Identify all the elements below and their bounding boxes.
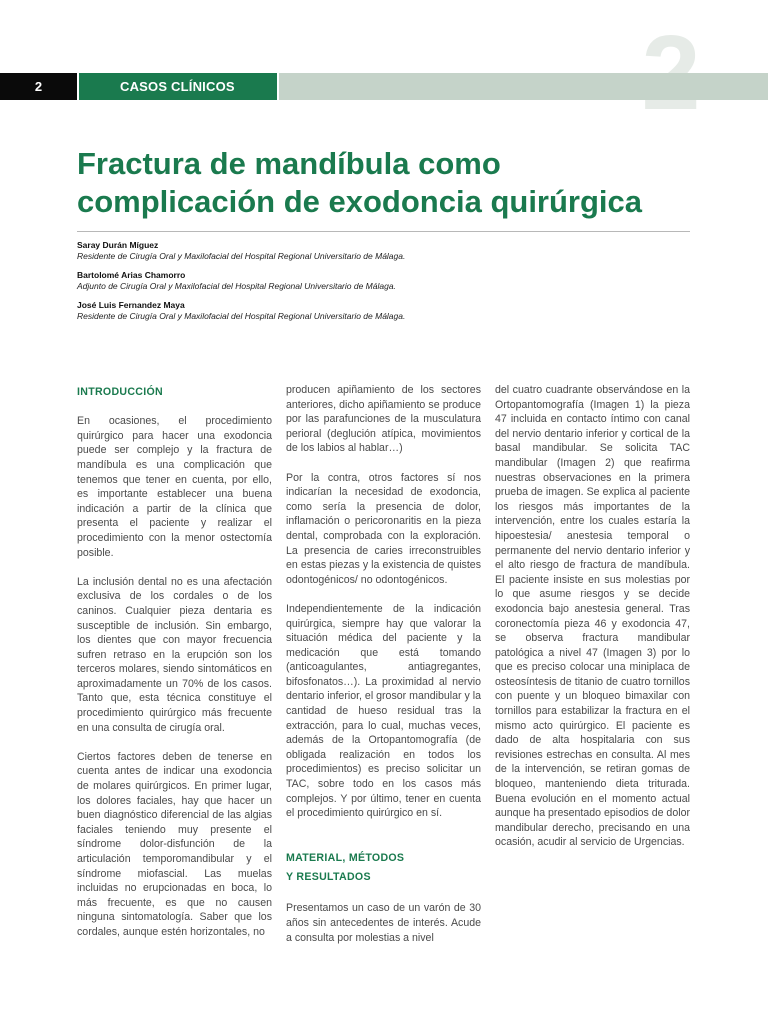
section-label: CASOS CLÍNICOS	[79, 73, 277, 100]
header-fill	[279, 73, 768, 100]
author-entry	[77, 300, 697, 322]
author-affiliation: Residente de Cirugía Oral y Maxilofacial del Hospital Regional Universitario de Málaga.	[77, 251, 406, 261]
paragraph: Presentamos un caso de un varón de 30 años sin antecedentes de interés. Acude a consulta por molestias a nivel	[286, 902, 481, 944]
section-heading-line: MATERIAL, MÉTODOS	[286, 851, 405, 864]
paragraph: Ciertos factores deben de tenerse en cuenta antes de indicar una exodoncia de molares quirúrgicos. En primer lugar, los dolores faciales, hay que hacer un buen diagnóstico diferencial de las algias faciales teniendo muy presente el síndrome dolor-disfunción de la articulación temporomandibular y el síndrome miofascial. Las muelas incluidas no erupcionadas en boca, lo más frecuente, es que no causen ninguna sintomatología. Saber que los cordales, aunque estén horizontales, no	[77, 750, 272, 938]
body-column-2	[286, 383, 481, 960]
author-name: José Luis Fernandez Maya	[77, 300, 185, 310]
section-heading-introduccion: INTRODUCCIÓN	[77, 386, 163, 398]
paragraph: Independientemente de la indicación quirúrgica, siempre hay que valorar la situación médica del paciente y la medicación que está tomando (anticoagulantes, antiagregantes, bifosfonatos…). La proximidad al nervio dentario inferior, el grosor mandibular y la cantidad de hueso residual tras la extracción, para lo cual, muchas veces, además de la Ortopantomografía (de obligada realización en todos los procedimientos) es preciso solicitar un TAC, sobre todo en los casos más complejos. Y por último, tener en cuenta el procedimiento quirúrgico en sí.	[286, 602, 481, 820]
author-list	[77, 240, 697, 330]
header-bar	[0, 73, 768, 100]
section-heading-line: Y RESULTADOS	[286, 870, 371, 883]
author-entry	[77, 240, 697, 262]
author-affiliation: Residente de Cirugía Oral y Maxilofacial del Hospital Regional Universitario de Málaga.	[77, 311, 406, 321]
title-divider	[77, 231, 690, 232]
paragraph: del cuatro cuadrante observándose en la Ortopantomografía (Imagen 1) la pieza 47 incluida en contacto íntimo con canal del nervio dentario inferior y cortical de la basal mandibular. Se solicita TAC mandibular (Imagen 2) que reafirma nuestras observaciones en la primera prueba de imagen. Se explica al paciente los riesgos más importantes de la intervención, entre los cuales estaría la hipoestesia/ anestesia temporal o permanente del nervio dentario inferior y el alto riesgo de fractura de mandíbula. El paciente insiste en sus molestias por lo que asume riesgos y se decide exodoncia bajo anestesia general. Tras coronectomía pieza 46 y exodoncia 47, se observa fractura mandibular patológica a nivel 47 (Imagen 3) por lo que es preciso colocar una miniplaca de osteosíntesis de titanio de cuatro tornillos con puente y un bloqueo bimaxilar con tornillos para estabilizar la fractura en el mismo acto quirúrgico. El paciente es dado de alta hospitalaria con sus revisiones estrechas en consulta. Al mes de la intervención, se retiran gomas de bloqueo, manteniendo dieta triturada. Buena evolución en el momento actual aunque ha presentado episodios de dolor mandibular derecho, precisando en una ocasión, acudir al servicio de Urgencias.	[495, 384, 690, 849]
paragraph: La inclusión dental no es una afectación exclusiva de los cordales o de los caninos. Cualquier pieza dentaria es susceptible de inclusión. Sin embargo, los dientes que con mayor frecuencia sufren retraso en la erupción son los terceros molares, siendo sintomáticos en aproximadamente un 70% de los casos. Tanto que, esta técnica constituye el procedimiento quirúrgico más frecuente en una consulta de cirugía oral.	[77, 575, 272, 734]
author-affiliation: Adjunto de Cirugía Oral y Maxilofacial del Hospital Regional Universitario de Málaga.	[77, 281, 396, 291]
body-column-1	[77, 385, 272, 954]
paragraph: Por la contra, otros factores sí nos indicarían la necesidad de exodoncia, como sería la presencia de dolor, inflamación o pericoronaritis en la pieza dental, comprobada con la exploración. La presencia de caries irreconstruibles en estas piezas y la existencia de quistes odontogénicos/ no odontogénicos.	[286, 471, 481, 586]
author-name: Bartolomé Arias Chamorro	[77, 270, 186, 280]
author-name: Saray Durán Míguez	[77, 240, 159, 250]
author-entry	[77, 270, 697, 292]
section-heading-material-metodos	[286, 849, 481, 887]
page-number: 2	[0, 73, 77, 100]
paragraph: En ocasiones, el procedimiento quirúrgico para hacer una exodoncia puede ser complejo y la fractura de mandíbula es una complicación que tenemos que tener en cuenta, por ello, es importante establecer una buena indicación a partir de la clínica que presenta el paciente y realizar el procedimiento con la menor ostectomía posible.	[77, 415, 272, 559]
article-title: Fractura de mandíbula como complicación de exodoncia quirúrgica	[77, 146, 643, 219]
paragraph: producen apiñamiento de los sectores anteriores, dicho apiñamiento se produce por las parafunciones de la musculatura perioral (deglución atípica, movimientos de los labios al hablar…)	[286, 384, 481, 455]
body-column-3	[495, 383, 690, 865]
